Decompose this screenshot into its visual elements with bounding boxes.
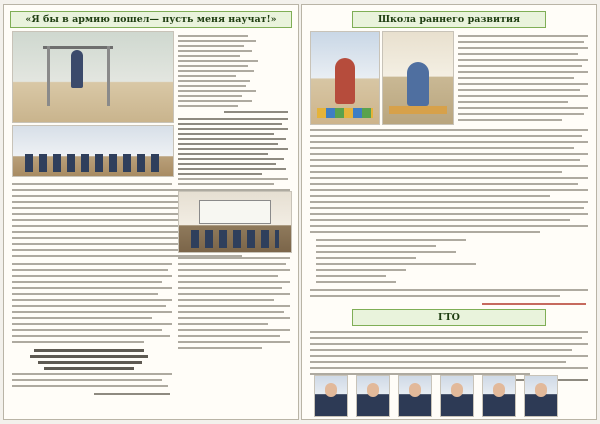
article-headline-early-school: Школа раннего развития — [352, 11, 546, 28]
portrait-student — [314, 375, 348, 417]
portrait-student — [440, 375, 474, 417]
photo-child-playing — [310, 31, 380, 125]
photo-classroom-meeting — [12, 125, 174, 177]
newspaper-page-left — [3, 4, 299, 420]
newspaper-page-right — [301, 4, 597, 420]
portrait-student — [524, 375, 558, 417]
article-headline-army: «Я бы в армию пошел— пусть меня научат!» — [10, 11, 292, 28]
portrait-student — [398, 375, 432, 417]
photo-gym-pullup — [12, 31, 174, 123]
gto-section-title: ГТО — [352, 309, 546, 326]
portrait-student — [356, 375, 390, 417]
photo-classroom-board — [178, 191, 292, 253]
photo-child-at-table — [382, 31, 454, 125]
portrait-student — [482, 375, 516, 417]
